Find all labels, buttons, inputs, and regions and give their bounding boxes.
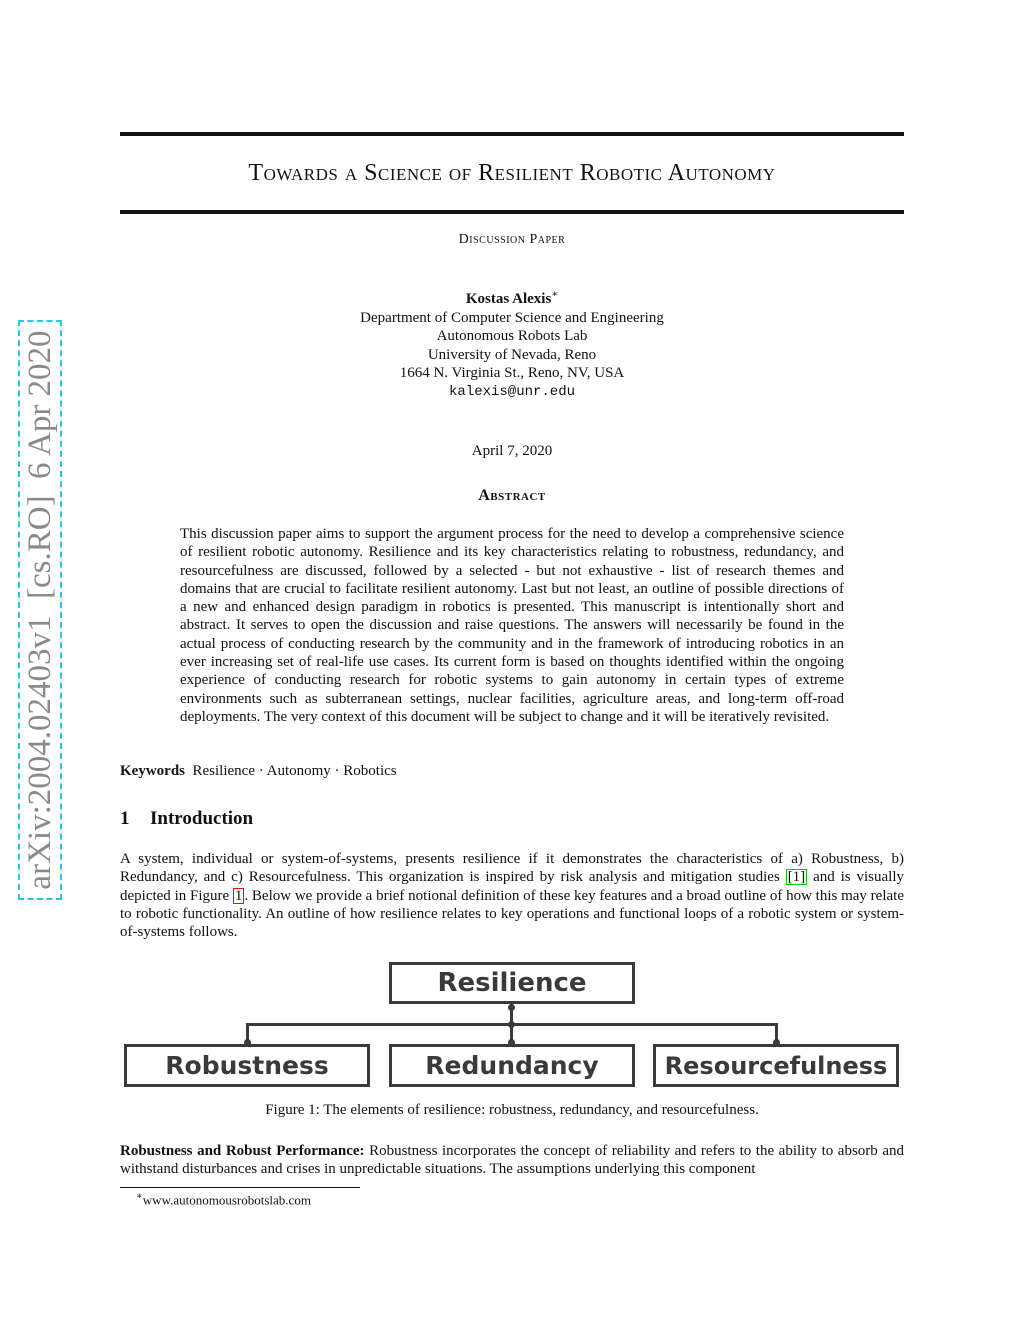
author-department: Department of Computer Science and Engineering (360, 309, 664, 326)
footnote-url[interactable]: www.autonomousrobotslab.com (142, 1192, 311, 1208)
section-title: Introduction (150, 808, 254, 829)
figure-connector-right (775, 1023, 778, 1045)
author-footnote-mark: ∗ (551, 289, 559, 300)
title-bottom-rule (120, 210, 904, 214)
robustness-paragraph (120, 1142, 904, 1179)
intro-text-a: A system, individual or system-of-systems, presents resilience if it demonstrates the characteristics of a) Robustness, b) Redundancy, and c) Resourcefulness. This organization is inspired by risk analysis and mitigation studies (120, 851, 904, 886)
intro-text-b: and is visually depicted in Figure (120, 869, 904, 904)
figure-box-redundancy: Redundancy (389, 1044, 635, 1087)
robustness-text: Robustness incorporates the concept of reliability and refers to the ability to absorb and withstand disturbances and crises in unpredictable situations. The assumptions underlying this component (120, 1143, 904, 1178)
figure-dot-top (508, 1004, 515, 1011)
abstract-heading: Abstract (478, 487, 546, 504)
footnote (136, 1191, 311, 1208)
keywords-text: Resilience · Autonomy · Robotics (192, 763, 397, 779)
footnote-rule (120, 1187, 360, 1188)
section-heading (120, 808, 253, 830)
keywords (120, 763, 397, 780)
figure-dot-middle (508, 1021, 515, 1028)
figure-box-resourcefulness: Resourcefulness (653, 1044, 899, 1087)
title-top-rule (120, 132, 904, 136)
paper-date: April 7, 2020 (471, 443, 553, 459)
figure-dot-right (773, 1039, 780, 1046)
author-line (120, 286, 904, 309)
author-lab: Autonomous Robots Lab (436, 328, 588, 344)
arxiv-identifier: arXiv:2004.02403v1 [cs.RO] 6 Apr 2020 (18, 320, 62, 900)
author-block (120, 286, 904, 401)
author-name: Kostas Alexis (465, 291, 552, 307)
figure-dot-center (508, 1039, 515, 1046)
paper-title: Towards a Science of Resilient Robotic Autonomy (248, 160, 776, 186)
author-university: University of Nevada, Reno (427, 346, 597, 363)
citation-link[interactable]: [1] (787, 869, 806, 886)
figure-ref-link[interactable]: 1 (234, 887, 243, 904)
author-email[interactable]: kalexis@unr.edu (448, 383, 576, 400)
figure-caption: Figure 1: The elements of resilience: robustness, redundancy, and resourcefulness. (265, 1102, 759, 1118)
section-number: 1 (120, 808, 130, 829)
keywords-label: Keywords (120, 763, 185, 779)
intro-text-c: . Below we provide a brief notional definition of these key features and a broad outline of how this may relate to robotic functionality. An outline of how resilience relates to key operations and functional loops of a robotic system or system-of-systems follows. (120, 887, 904, 941)
abstract-text: This discussion paper aims to support the argument process for the need to develop a comprehensive science of resilient robotic autonomy. Resilience and its key characteristics relating to robustness, redundancy, and resourcefulness are discussed, followed by a selected - but not exhaustive - list of research themes and domains that are crucial to facilitate resilient autonomy. Last but not least, an outline of possible directions of a new and enhanced design paradigm in robotics is presented. This manuscript is intentionally short and abstract. It serves to open the discussion and raise questions. The answers will necessarily be found in the actual process of conducting research by the community and in the framework of introducing robotics in an ever increasing set of real-life use cases. Its current form is based on thoughts identified within the ongoing experience of conducting research for robotic systems to gain autonomy in certain types of extreme environments such as subterranean settings, nuclear facilities, agriculture areas, and long-term off-road deployments. The very context of this document will be subject to change and it will be iteratively revisited. (180, 526, 844, 725)
paper-subtitle: Discussion Paper (458, 232, 566, 247)
intro-paragraph (120, 850, 904, 941)
figure-box-resilience: Resilience (389, 962, 635, 1004)
figure-box-robustness: Robustness (124, 1044, 370, 1087)
figure-connector-vertical (510, 1004, 513, 1044)
figure-connector-horizontal (246, 1023, 778, 1026)
footnote-mark: ∗ (136, 1191, 143, 1202)
author-address: 1664 N. Virginia St., Reno, NV, USA (399, 365, 625, 381)
figure-connector-left (246, 1023, 249, 1045)
figure-dot-left (244, 1039, 251, 1046)
robustness-lead: Robustness and Robust Performance: (120, 1143, 365, 1159)
